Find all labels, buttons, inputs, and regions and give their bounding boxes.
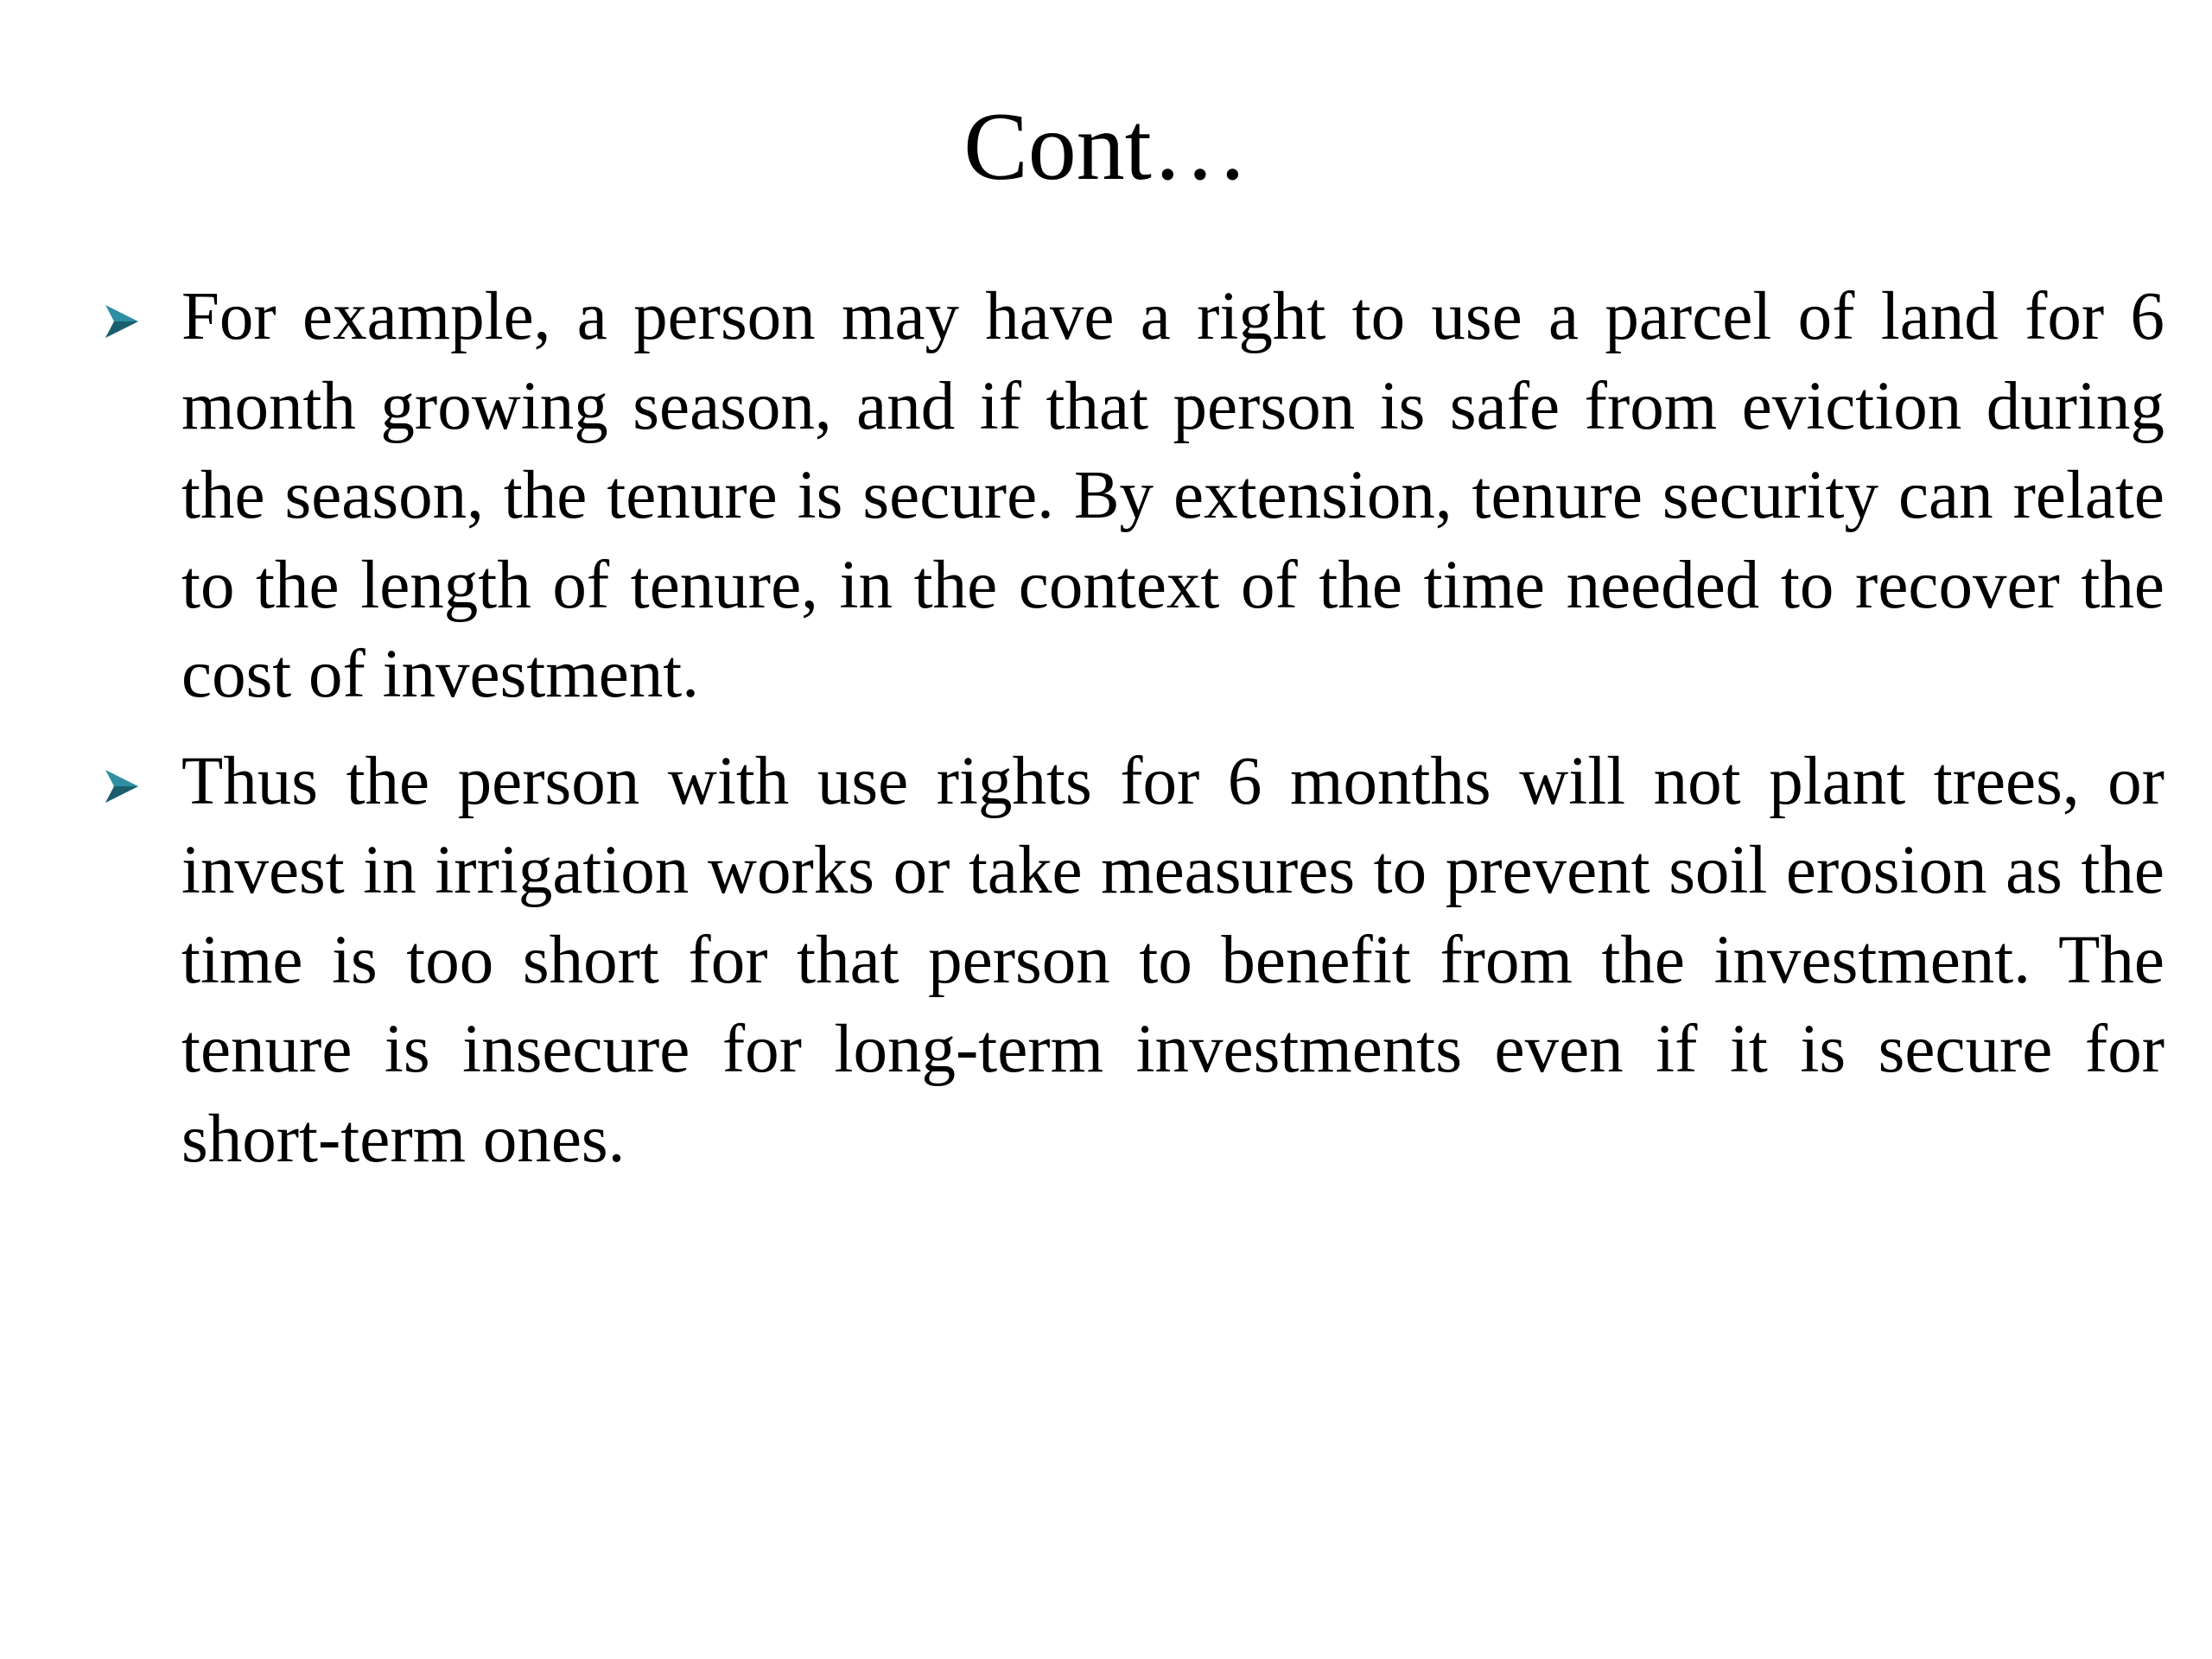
arrowhead-bullet-icon — [102, 766, 142, 806]
slide-title: Cont… — [963, 93, 1249, 200]
bullet-list — [0, 272, 2212, 1201]
bullet-text: Thus the person with use rights for 6 months will not plant trees, or invest in irrigation works or take measures to prevent soil erosion as the time is too short for that person to benefit from the investment. The tenure is insecure for long-term investments even if it is secure for short-term ones. — [181, 743, 2164, 1177]
bullet-text: For example, a person may have a right to use a parcel of land for 6 month growing season, and if that person is safe from eviction during the season, the tenure is secure. By extension, tenure security can relate to the length of tenure, in the context of the time needed to recover the cost of investment. — [181, 279, 2164, 712]
arrowhead-bullet-icon — [102, 302, 142, 341]
bullet-item-2 — [0, 737, 2212, 1185]
bullet-item-1 — [0, 272, 2212, 720]
